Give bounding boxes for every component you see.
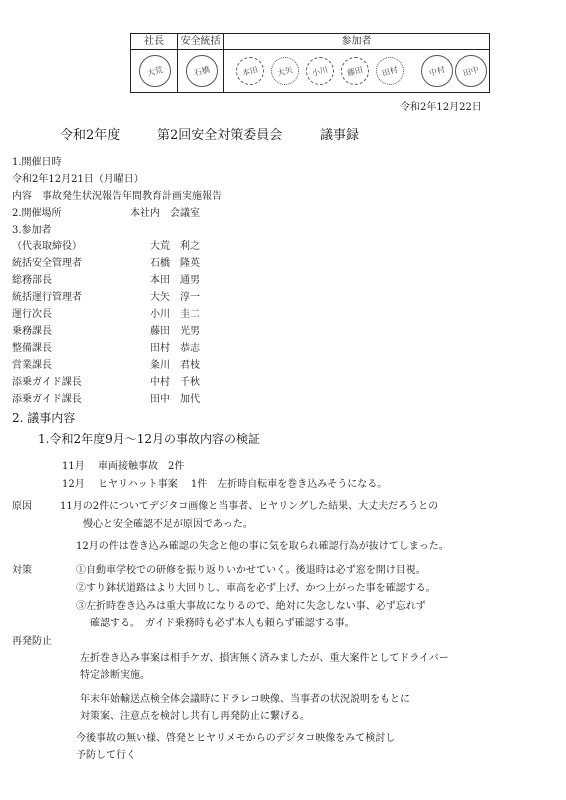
prevention-text: 特定診断実施。 [80, 670, 150, 681]
header-participants: 参加者 [224, 34, 489, 50]
place-value: 本社内 会議室 [130, 208, 200, 219]
stamp-seal: 小川 [306, 57, 334, 85]
section-heading: 1.開催日時 [12, 157, 62, 168]
attendee-role: 総務部長 [12, 275, 52, 286]
measure-item: ②すり鉢状道路はより大回りし、車高を必ず上げ、かつ上がった事を確認する。 [76, 583, 436, 594]
title-year: 令和2年度 [60, 128, 121, 143]
incident-month: 12月 [62, 479, 85, 490]
attendee-role: 営業課長 [12, 360, 52, 371]
prevention-text: 年末年始輸送点検全体会議時にドラレコ映像、当事者の状況説明をもとに [80, 694, 410, 705]
attendee-role: 統括安全管理者 [12, 258, 82, 269]
attendee-name: 本田 通男 [150, 275, 200, 286]
prevention-label: 再発防止 [12, 636, 52, 647]
attendee-name: 藤田 光男 [150, 326, 200, 337]
stamp-seal: 石橋 [186, 55, 218, 87]
attendee-role: 整備課長 [12, 343, 52, 354]
section-heading: 2. 議事内容 [12, 411, 76, 425]
cause-text: 12月の件は巻き込み確認の失念と他の事に気を取られ確認行為が抜けてしまった。 [76, 541, 449, 552]
attendee-name: 中村 千秋 [150, 377, 200, 388]
cause-label: 原因 [12, 501, 32, 512]
measure-item: ③左折時巻き込みは重大事故になりるので、絶対に失念しない事、必ず忘れず [76, 601, 426, 612]
meeting-content: 内容 事故発生状況報告年間教育計画実施報告 [12, 191, 222, 202]
prevention-text: 予防して行く [76, 750, 136, 761]
incident-text: 車両接触事故 2件 [98, 461, 185, 472]
header-safety-chief: 安全統括 [178, 34, 223, 50]
prevention-text: 今後事故の無い様、啓発とヒヤリメモからのデジタコ映像をみて検討し [76, 733, 396, 744]
attendee-role: 乗務課長 [12, 326, 52, 337]
stamp-seal: 田中 [455, 55, 487, 87]
stamp-seal: 大矢 [271, 57, 299, 85]
title-name: 第2回安全対策委員会 [157, 128, 283, 143]
header-president: 社長 [131, 34, 177, 50]
attendee-role: 運行次長 [12, 309, 52, 320]
attendees-heading: 3.参加者 [12, 225, 52, 236]
measure-item: 確認する。 ガイド乗務時も必ず本人も頼らず確認する事。 [90, 618, 355, 629]
prevention-text: 対策案、注意点を検討し共有し再発防止に繋げる。 [80, 711, 310, 722]
attendee-role: （代表取締役） [12, 241, 82, 252]
attendee-name: 大矢 淳一 [150, 292, 200, 303]
measures-label: 対策 [12, 565, 32, 576]
attendee-role: 添乗ガイド課長 [12, 377, 82, 388]
incident-text: ヒヤリハット事案 1件 左折時自転車を巻き込みそうになる。 [98, 479, 388, 490]
meeting-date: 令和2年12月21日（月曜日） [12, 174, 144, 185]
attendee-name: 粂川 君枝 [150, 360, 200, 371]
prevention-text: 左折巻き込み事案は相手ケガ、損害無く済みましたが、重大案件としてドライバー [80, 653, 449, 664]
stamp-seal: 藤田 [341, 57, 369, 85]
attendee-name: 田村 恭志 [150, 343, 200, 354]
stamp-seal: 田村 [376, 57, 404, 85]
attendee-name: 大荒 利之 [150, 241, 200, 252]
stamp-seal: 中村 [421, 55, 453, 87]
cause-text: 11月の2件についてデジタコ画像と当事者、ヒヤリングした結果、大丈夫だろうとの [60, 501, 439, 512]
attendee-role: 添乗ガイド課長 [12, 394, 82, 405]
cause-text: 慢心と安全確認不足が原因であった。 [83, 519, 253, 530]
stamp-seal: 本田 [236, 57, 264, 85]
approval-stamp-box [130, 33, 490, 93]
measure-item: ①自動車学校での研修を振り返りいかせていく。後退時は必ず窓を開け目視。 [76, 565, 426, 576]
attendee-name: 小川 圭二 [150, 309, 200, 320]
attendee-role: 統括運行管理者 [12, 292, 82, 303]
document-date: 令和2年12月22日 [400, 102, 482, 113]
place-label: 2.開催場所 [12, 208, 62, 219]
title-kind: 議事録 [320, 128, 360, 143]
incident-month: 11月 [62, 461, 85, 472]
attendee-name: 石橋 隆英 [150, 258, 200, 269]
stamp-seal: 大荒 [139, 55, 171, 87]
attendee-name: 田中 加代 [150, 394, 200, 405]
sub-heading: 1.令和2年度9月～12月の事故内容の検証 [38, 432, 260, 446]
